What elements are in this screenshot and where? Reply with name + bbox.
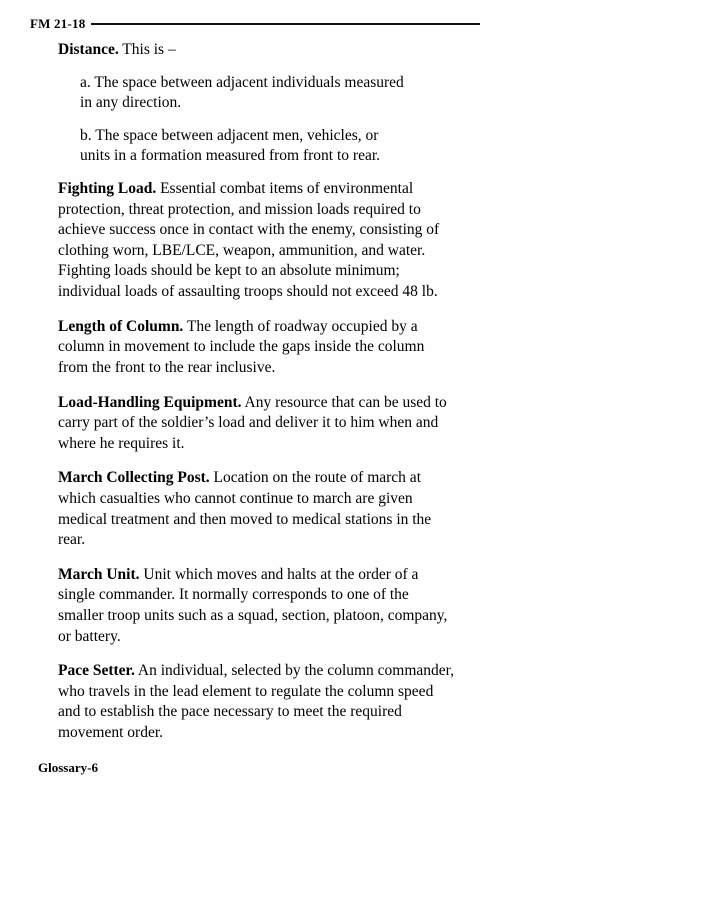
glossary-definition: Unit which moves and halts at the order of a single commander. It normally corresponds to one of the smaller troop units such as a squad, section, platoon, company, or battery. <box>58 565 448 645</box>
glossary-term: Pace Setter. <box>58 662 135 680</box>
glossary-term: Fighting Load. <box>58 180 157 198</box>
glossary-definition: Location on the route of march at which casualties who cannot continue to march are given medical treatment and then moved to medical stations in the rear. <box>58 469 432 549</box>
page-header <box>30 16 480 32</box>
manual-id: FM 21-18 <box>30 16 86 31</box>
glossary-entry <box>58 179 458 303</box>
glossary-subitem: a. The space between adjacent individuals measured in any direction. <box>80 73 404 112</box>
glossary-definition: Essential combat items of environmental protection, threat protection, and mission loads required to achieve success once in contact with the enemy, consisting of clothing worn, LBE/LCE, weapon, ammunition, and water. Fighting loads should be kept to an absolute minimum; individual loads of assaulting troops should not exceed 48 lb. <box>58 180 440 301</box>
glossary-definition: An individual, selected by the column commander, who travels in the lead element to regulate the column speed and to establish the pace necessary to meet the required movement order. <box>58 662 455 742</box>
glossary-entry <box>58 317 458 379</box>
glossary-entry <box>58 393 458 455</box>
glossary-entry <box>58 40 458 61</box>
glossary-term: Length of Column. <box>58 317 184 335</box>
header-rule <box>91 23 480 25</box>
glossary-definition: Any resource that can be used to carry part of the soldier’s load and deliver it to him when and where he requires it. <box>58 393 447 452</box>
glossary-entry <box>58 468 458 550</box>
glossary-term: Distance. <box>58 41 119 58</box>
glossary-term: Load-Handling Equipment. <box>58 393 242 411</box>
glossary-entry <box>58 565 458 647</box>
glossary-body <box>58 40 458 758</box>
page-footer: Glossary-6 <box>38 760 98 775</box>
glossary-term: March Collecting Post. <box>58 469 210 487</box>
glossary-term: March Unit. <box>58 565 140 583</box>
glossary-definition: The length of roadway occupied by a column in movement to include the gaps inside the column from the front to the rear inclusive. <box>58 317 425 376</box>
glossary-definition: This is – <box>118 41 176 58</box>
glossary-entry <box>58 661 458 743</box>
glossary-subitem: b. The space between adjacent men, vehicles, or units in a formation measured from front to rear. <box>80 126 381 165</box>
